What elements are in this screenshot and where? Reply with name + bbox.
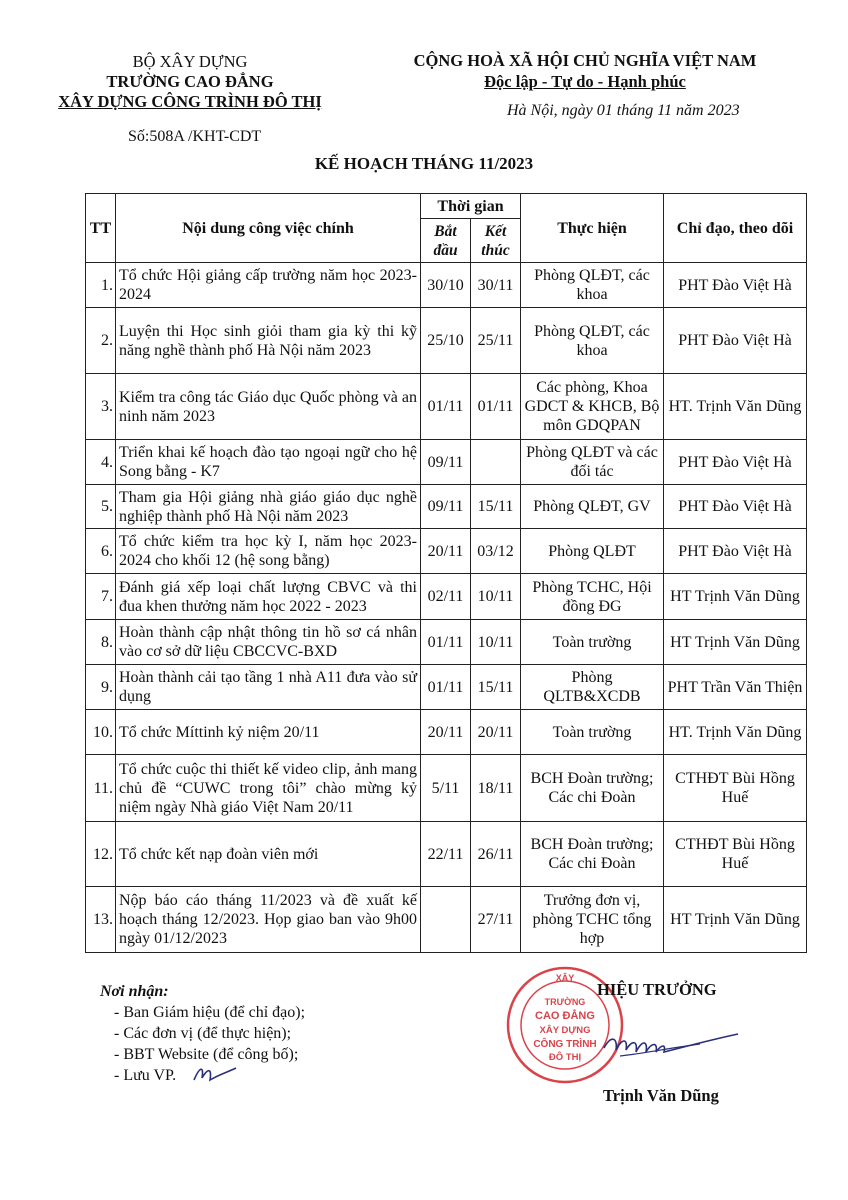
row-executor: Toàn trường: [521, 620, 664, 665]
row-executor: Phòng QLĐT và các đối tác: [521, 440, 664, 485]
row-number: 12.: [86, 822, 116, 887]
recipients-heading: Nơi nhận:: [100, 983, 169, 1000]
row-end-date: 27/11: [471, 887, 521, 953]
header-time: Thời gian: [421, 194, 521, 219]
row-number: 10.: [86, 710, 116, 755]
row-content: Kiểm tra công tác Giáo dục Quốc phòng và an ninh năm 2023: [116, 374, 421, 440]
table-row: [86, 710, 807, 755]
recipient-item: - Lưu VP.: [114, 1067, 177, 1084]
row-supervisor: HT Trịnh Văn Dũng: [664, 620, 807, 665]
seal-text-top: XÂY: [555, 973, 575, 983]
row-content: Nộp báo cáo tháng 11/2023 và đề xuất kế hoạch tháng 12/2023. Họp giao ban vào 9h00 ngày 01/12/2023: [116, 887, 421, 953]
row-supervisor: PHT Đào Việt Hà: [664, 529, 807, 574]
row-start-date: 25/10: [421, 308, 471, 374]
row-number: 11.: [86, 755, 116, 822]
motto: Độc lập - Tự do - Hạnh phúc: [484, 72, 686, 91]
ministry-name: BỘ XÂY DỰNG: [132, 52, 248, 71]
signer-name: Trịnh Văn Dũng: [603, 1086, 719, 1105]
row-supervisor: PHT Đào Việt Hà: [664, 485, 807, 529]
recipient-item: - Ban Giám hiệu (để chỉ đạo);: [114, 1004, 306, 1021]
table-row: [86, 822, 807, 887]
row-content: Luyện thi Học sinh giỏi tham gia kỳ thi kỹ năng nghề thành phố Hà Nội năm 2023: [116, 308, 421, 374]
table-row: [86, 440, 807, 485]
row-supervisor: HT Trịnh Văn Dũng: [664, 574, 807, 620]
school-name-line2: XÂY DỰNG CÔNG TRÌNH ĐÔ THỊ: [58, 92, 322, 111]
row-number: 13.: [86, 887, 116, 953]
row-start-date: 01/11: [421, 620, 471, 665]
header-executor: Thực hiện: [521, 194, 664, 263]
row-end-date: 26/11: [471, 822, 521, 887]
row-supervisor: PHT Đào Việt Hà: [664, 263, 807, 308]
row-supervisor: CTHĐT Bùi Hồng Huế: [664, 822, 807, 887]
document-date: Hà Nội, ngày 01 tháng 11 năm 2023: [507, 102, 740, 119]
row-supervisor: PHT Trần Văn Thiện: [664, 665, 807, 710]
row-end-date: 30/11: [471, 263, 521, 308]
header-tt: TT: [86, 194, 116, 263]
initial-mark: [190, 1060, 238, 1088]
row-number: 2.: [86, 308, 116, 374]
table-row: [86, 263, 807, 308]
seal-text-1: TRƯỜNG: [544, 997, 586, 1007]
row-content: Tổ chức Míttinh kỷ niệm 20/11: [116, 710, 421, 755]
document-number: Số:508A /KHT-CDT: [128, 128, 262, 145]
document-title: KẾ HOẠCH THÁNG 11/2023: [314, 154, 534, 173]
row-number: 3.: [86, 374, 116, 440]
row-supervisor: PHT Đào Việt Hà: [664, 308, 807, 374]
row-executor: Phòng QLĐT, GV: [521, 485, 664, 529]
recipient-item: - BBT Website (để công bố);: [114, 1046, 299, 1063]
row-number: 7.: [86, 574, 116, 620]
table-row: [86, 529, 807, 574]
row-supervisor: PHT Đào Việt Hà: [664, 440, 807, 485]
table-row: [86, 308, 807, 374]
seal-text-4: CÔNG TRÌNH: [533, 1039, 597, 1050]
row-end-date: 10/11: [471, 620, 521, 665]
table-row: [86, 620, 807, 665]
row-executor: Phòng QLTB&XCDB: [521, 665, 664, 710]
row-content: Tổ chức kết nạp đoàn viên mới: [116, 822, 421, 887]
signer-title: HIỆU TRƯỞNG: [597, 980, 717, 999]
row-supervisor: HT Trịnh Văn Dũng: [664, 887, 807, 953]
row-end-date: 03/12: [471, 529, 521, 574]
row-number: 6.: [86, 529, 116, 574]
row-start-date: 20/11: [421, 529, 471, 574]
row-executor: Các phòng, Khoa GDCT & KHCB, Bộ môn GDQPAN: [521, 374, 664, 440]
table-row: [86, 574, 807, 620]
row-start-date: 22/11: [421, 822, 471, 887]
row-start-date: 20/11: [421, 710, 471, 755]
row-number: 1.: [86, 263, 116, 308]
row-number: 8.: [86, 620, 116, 665]
row-number: 9.: [86, 665, 116, 710]
seal-text-2: CAO ĐẲNG: [535, 1010, 595, 1022]
row-number: 5.: [86, 485, 116, 529]
row-start-date: 02/11: [421, 574, 471, 620]
row-content: Tổ chức cuộc thi thiết kế video clip, ảnh mang chủ đề “CUWC trong tôi” chào mừng kỷ niệm ngày Nhà giáo Việt Nam 20/11: [116, 755, 421, 822]
table-row: [86, 665, 807, 710]
row-supervisor: CTHĐT Bùi Hồng Huế: [664, 755, 807, 822]
row-executor: Phòng TCHC, Hội đồng ĐG: [521, 574, 664, 620]
row-start-date: 01/11: [421, 374, 471, 440]
row-content: Tham gia Hội giảng nhà giáo giáo dục nghề nghiệp thành phố Hà Nội năm 2023: [116, 485, 421, 529]
seal-text-3: XÂY DỰNG: [539, 1025, 591, 1036]
row-executor: Phòng QLĐT: [521, 529, 664, 574]
handwritten-signature: [600, 1018, 740, 1068]
row-executor: Phòng QLĐT, các khoa: [521, 263, 664, 308]
row-executor: Phòng QLĐT, các khoa: [521, 308, 664, 374]
header-content: Nội dung công việc chính: [116, 194, 421, 263]
table-row: [86, 374, 807, 440]
row-start-date: 30/10: [421, 263, 471, 308]
row-start-date: 09/11: [421, 440, 471, 485]
row-executor: Toàn trường: [521, 710, 664, 755]
school-name-line1: TRƯỜNG CAO ĐẲNG: [106, 72, 274, 91]
row-end-date: 18/11: [471, 755, 521, 822]
row-start-date: 5/11: [421, 755, 471, 822]
plan-table: [85, 193, 807, 953]
row-end-date: 25/11: [471, 308, 521, 374]
row-content: Tổ chức Hội giảng cấp trường năm học 2023-2024: [116, 263, 421, 308]
recipient-item: - Các đơn vị (để thực hiện);: [114, 1025, 292, 1042]
row-end-date: [471, 440, 521, 485]
row-executor: Trưởng đơn vị, phòng TCHC tổng hợp: [521, 887, 664, 953]
row-end-date: 10/11: [471, 574, 521, 620]
row-supervisor: HT. Trịnh Văn Dũng: [664, 374, 807, 440]
header-start: Bắt đầu: [421, 219, 471, 263]
row-content: Hoàn thành cải tạo tầng 1 nhà A11 đưa vào sử dụng: [116, 665, 421, 710]
row-content: Hoàn thành cập nhật thông tin hồ sơ cá nhân vào cơ sở dữ liệu CBCCVC-BXD: [116, 620, 421, 665]
row-end-date: 20/11: [471, 710, 521, 755]
row-number: 4.: [86, 440, 116, 485]
header-supervisor: Chỉ đạo, theo dõi: [664, 194, 807, 263]
row-content: Đánh giá xếp loại chất lượng CBVC và thi đua khen thưởng năm học 2022 - 2023: [116, 574, 421, 620]
row-end-date: 01/11: [471, 374, 521, 440]
row-content: Triển khai kế hoạch đào tạo ngoại ngữ cho hệ Song bằng - K7: [116, 440, 421, 485]
row-content: Tổ chức kiểm tra học kỳ I, năm học 2023-2024 cho khối 12 (hệ song bằng): [116, 529, 421, 574]
row-start-date: 09/11: [421, 485, 471, 529]
country-name: CỘNG HOÀ XÃ HỘI CHỦ NGHĨA VIỆT NAM: [413, 51, 757, 70]
header-end: Kết thúc: [471, 219, 521, 263]
row-executor: BCH Đoàn trường; Các chi Đoàn: [521, 755, 664, 822]
row-executor: BCH Đoàn trường; Các chi Đoàn: [521, 822, 664, 887]
row-end-date: 15/11: [471, 485, 521, 529]
table-row: [86, 755, 807, 822]
table-row: [86, 485, 807, 529]
national-motto-block: [380, 50, 790, 92]
row-start-date: 01/11: [421, 665, 471, 710]
row-end-date: 15/11: [471, 665, 521, 710]
seal-text-5: ĐÔ THỊ: [548, 1052, 582, 1063]
issuer-block: [40, 52, 340, 112]
table-row: [86, 887, 807, 953]
row-supervisor: HT. Trịnh Văn Dũng: [664, 710, 807, 755]
row-start-date: [421, 887, 471, 953]
